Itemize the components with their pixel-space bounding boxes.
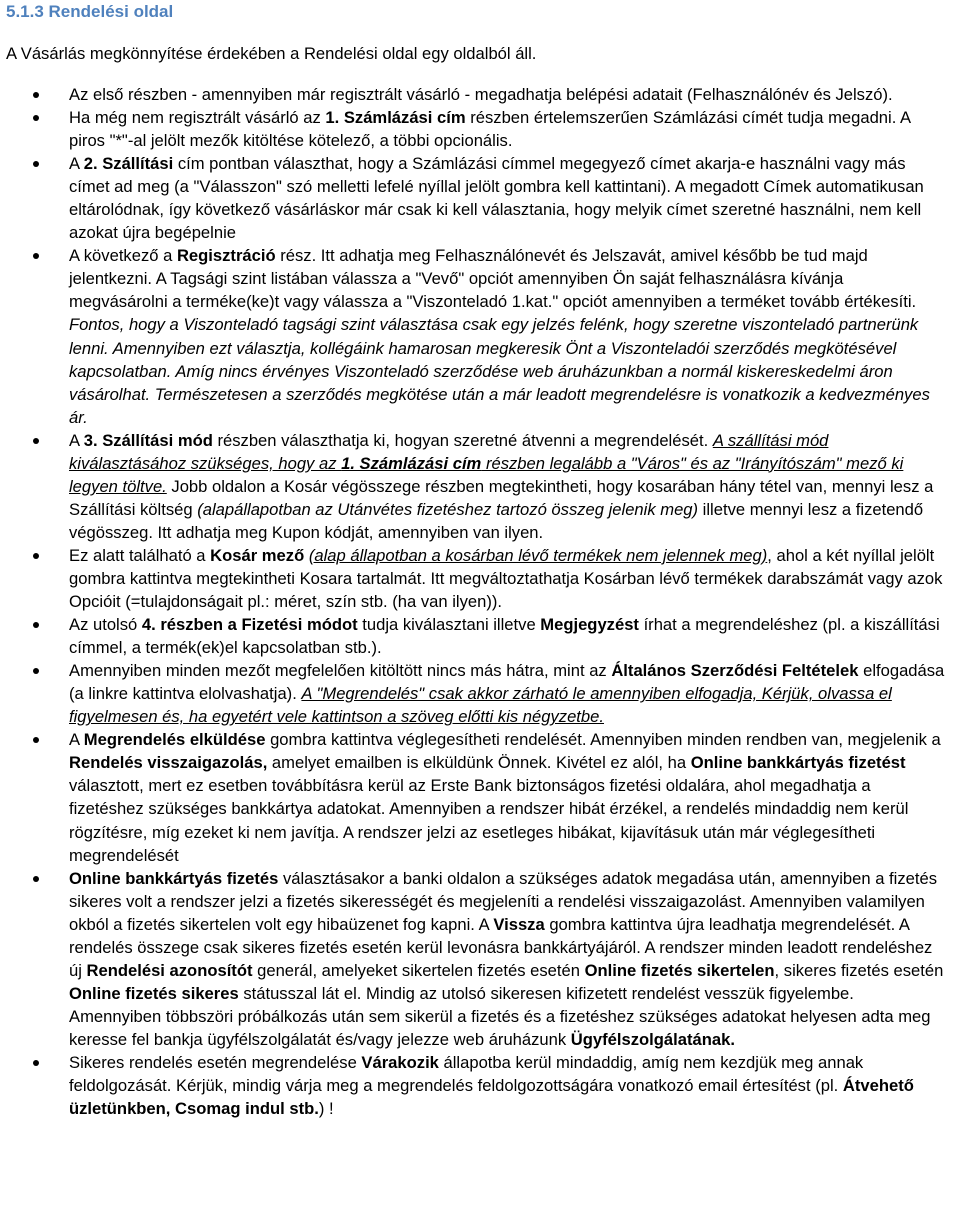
bullet-icon (33, 438, 39, 444)
list-item (69, 106, 946, 152)
item-text-segment: Ez alatt található a (69, 545, 211, 565)
item-text-segment: Ha még nem regisztrált vásárló az (69, 108, 326, 128)
item-text-segment: Sikeres rendelés esetén megrendelése (69, 1052, 362, 1072)
item-text-segment: Megrendelés elküldése (83, 730, 266, 750)
item-text-segment: Ügyfélszolgálatának. (570, 1029, 735, 1049)
item-text-segment: gombra kattintva újra leadhatja megrendelését. A rendelés összege csak sikeres fizetés esetén kerül levonásra bankkártyájáról. A rendszer minden leadott rendeléshez új (69, 914, 933, 980)
item-text-segment: Általános Szerződési Feltételek (611, 661, 859, 681)
item-text-segment: írhat a megrendeléshez (pl. a kiszállítási címmel, a termék(ek)el kapcsolatban stb.). (69, 615, 940, 658)
item-text-segment: Online bankkártyás fizetés (69, 868, 279, 888)
item-text-segment: 4. részben a Fizetési módot (141, 615, 358, 635)
bullet-icon (33, 737, 39, 743)
item-text-segment: illetve mennyi lesz a fizetendő végösszeg. Itt adhatja meg Kupon kódját, amennyiben van ilyen. (69, 499, 924, 542)
item-text-segment: Rendelési azonosítót (86, 960, 253, 980)
item-text-segment: 1. Számlázási cím (341, 453, 482, 473)
item-text-segment: részben értelemszerűen Számlázási címét tudja megadni. A piros "*"-al jelölt mezők kitöltése kötelező, a többi opcionális. (69, 108, 911, 151)
item-text-segment: A (69, 430, 84, 450)
item-text-segment: Az első részben - amennyiben már regisztrált vásárló - megadhatja belépési adatait (Felhasználónév és Jelszó). (69, 85, 893, 104)
intro-paragraph: A Vásárlás megkönnyítése érdekében a Rendelési oldal egy oldalból áll. (6, 44, 537, 63)
item-text-segment: gombra kattintva véglegesítheti rendelését. Amennyiben minden rendben van, megjelenik a (265, 730, 941, 750)
list-item (69, 1051, 946, 1120)
item-text-segment: (alapállapotban az Utánvétes fizetéshez tartozó összeg jelenik meg) (197, 499, 699, 519)
item-text-segment: generál, amelyeket sikertelen fizetés esetén (252, 960, 585, 980)
list-item (69, 244, 946, 428)
item-text-segment: státusszal lát el. Mindig az utolsó sikeresen kifizetett rendelést vesszük figyelembe. Amennyiben többszöri próbálkozás után sem sikerül a fizetés és a fizetéshez szükséges adatokat helyesen adta meg keresse fel bankja ügyfélszolgálatát és/vagy jelezze web áruházunk (69, 983, 931, 1049)
list-item (69, 429, 946, 544)
bullet-icon (33, 115, 39, 121)
item-text-segment: állapotba kerül mindaddig, amíg nem kezdjük meg annak feldolgozását. Kérjük, mindig várja meg a megrendelés feldolgozottságára vonatkozó email értesítést (pl. (69, 1052, 864, 1096)
item-text-segment: , ahol a két nyíllal jelölt gombra kattintva megtekintheti Kosara tartalmát. Itt megváltoztathatja Kosárban lévő termékek darabszámát vagy azok Opcióit (=tulajdonságait pl.: méret, szín stb. (ha van ilyen)). (69, 545, 943, 612)
item-text-segment: elfogadása (a linkre kattintva elolvashatja). (69, 661, 945, 704)
bullet-icon (33, 1060, 39, 1066)
item-text-segment: A következő a (69, 246, 177, 266)
item-text-segment: Vissza (493, 914, 545, 934)
item-text-segment: részben választhatja ki, hogyan szeretné átvenni a megrendelését. (212, 430, 713, 450)
item-text-segment: amelyet emailben is elküldünk Önnek. Kivétel ez alól, ha (267, 753, 691, 773)
item-text-segment: Online fizetés sikertelen (584, 960, 775, 980)
list-item (69, 83, 946, 106)
item-text-segment: A (69, 730, 84, 750)
item-text-segment: cím pontban választhat, hogy a Számlázási címmel megegyező címet akarja-e használni vagy más címet ad meg (a "Válasszon" szó melletti lefelé nyíllal jelölt gombra kell kattintani). A megadott Címek automatikusan eltárolódnak, így következő vásárláskor már csak ki kell választania, hogy melyik címet szeretné használni, nem kell azokat újra begépelnie (69, 154, 924, 243)
item-text-segment: Rendelés visszaigazolás, (69, 753, 268, 773)
section-heading: 5.1.3 Rendelési oldal (6, 2, 174, 21)
item-text-segment: Online bankkártyás fizetést (690, 753, 906, 773)
item-text-segment: Kosár mező (210, 545, 305, 565)
item-text-segment: Átvehető üzletünkben, Csomag indul stb. (69, 1076, 914, 1119)
item-text-segment: A (69, 154, 84, 174)
item-text-segment: Amennyiben ezt választja, kollégáink hamarosan megkeresik Önt a Viszonteladói szerződés megkötésével kapcsolatban. Amíg nincs érvényes Viszonteladó szerződése web áruházunkban a normál kiskereskedelmi áron vásárolhat. Természetesen a szerződés megkötése után a már leadott megrendelésre is vonatkozik a kedvezményes ár. (69, 338, 930, 427)
bullet-icon (33, 92, 39, 98)
item-text-segment: A szállítási mód kiválasztásához szükséges, hogy az (69, 430, 829, 473)
item-text-segment: Regisztráció (176, 246, 276, 266)
item-text-segment: Várakozik (361, 1052, 439, 1072)
item-text-segment: A "Megrendelés" csak akkor zárható le amennyiben elfogadja, Kérjük, olvassa el figyelmesen és, ha egyetért vele kattintson a szöveg előtti kis négyzetbe. (69, 684, 892, 727)
item-text-segment: Az utolsó (69, 615, 142, 635)
item-text-segment: (alap állapotban a kosárban lévő termékek nem jelennek meg) (308, 545, 768, 565)
item-text-segment: Amennyiben minden mezőt megfelelően kitöltött nincs más hátra, mint az (69, 661, 612, 681)
item-text-segment: , sikeres fizetés esetén (774, 960, 944, 980)
ordering-steps-list (6, 83, 946, 1120)
bullet-icon (33, 553, 39, 559)
item-text-segment: Jobb oldalon a Kosár végösszege részben megtekintheti, hogy kosarában hány tétel van, mennyi lesz a Szállítási költség (69, 476, 934, 519)
bullet-icon (33, 161, 39, 167)
item-text-segment: 1. Számlázási cím (325, 108, 466, 128)
item-text-segment: tudja kiválasztani illetve (357, 615, 541, 635)
item-text-segment: részben legalább a "Város" és az "Irányítószám" mező ki legyen töltve. (69, 453, 904, 496)
item-text-segment: ) ! (318, 1099, 334, 1119)
list-item (69, 659, 946, 728)
item-text-segment: 3. Szállítási mód (83, 430, 213, 450)
item-text-segment: rész. Itt adhatja meg Felhasználónevét és Jelszavát, amivel később be tud majd jelentkezni. A Tagsági szint listában válassza a "Vevő" opciót amennyiben Ön saját felhasználásra kívánja megvásárolni a terméke(ke)t vagy válassza a "Viszonteladó 1.kat." opciót amennyiben a terméket tovább értékesíti. (69, 246, 917, 312)
list-item (69, 544, 946, 613)
item-text-segment: választásakor a banki oldalon a szükséges adatok megadása után, amennyiben a fizetés sikeres volt a rendszer jelzi a fizetés sikerességét és megjeleníti a rendelési visszaigazolást. Amennyiben valamilyen okból a fizetés sikertelen volt egy hibaüzenet fog kapni. A (69, 868, 937, 934)
list-item (69, 867, 946, 1051)
item-text-segment: 2. Szállítási (83, 154, 174, 174)
item-text-segment: választott, mert ez esetben továbbításra kerül az Erste Bank biztonságos fizetési oldalára, ahol megadhatja a fizetéshez szükséges bankkártya adatokat. Amennyiben a rendszer hibát érzékel, a rendelés mindaddig nem kerül rögzítésre, míg ezeket ki nem javítja. A rendszer jelzi az esetleges hibákat, kijavításuk után már véglegesítheti megrendelését (69, 776, 909, 865)
item-text-segment: Online fizetés sikeres (69, 983, 239, 1003)
bullet-icon (33, 253, 39, 259)
item-text-segment: Fontos, hogy a Viszonteladó tagsági szint választása csak egy jelzés felénk, hogy szeretne viszonteladó partnerünk lenni. (69, 315, 919, 358)
bullet-icon (33, 876, 39, 882)
list-item (69, 152, 946, 244)
list-item (69, 728, 946, 866)
item-text-segment: Megjegyzést (540, 615, 639, 635)
bullet-icon (33, 668, 39, 674)
list-item (69, 613, 946, 659)
bullet-icon (33, 622, 39, 628)
